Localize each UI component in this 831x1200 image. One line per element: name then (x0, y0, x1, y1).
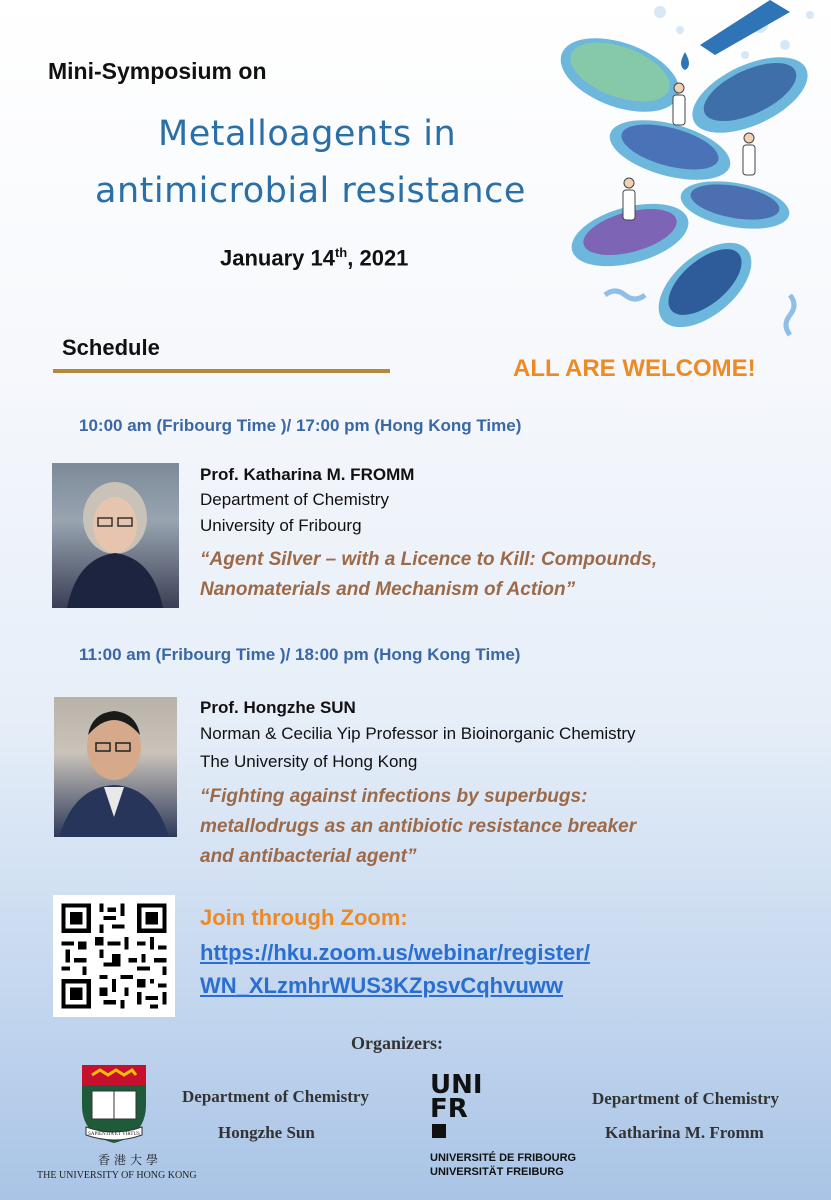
zoom-link-line-1[interactable]: https://hku.zoom.us/webinar/register/ (200, 940, 590, 965)
schedule-heading: Schedule (62, 335, 160, 360)
symposium-title-line-2: antimicrobial resistance (95, 171, 526, 211)
unifr-name: UNIVERSITÉ DE FRIBOURG UNIVERSITÄT FREIBURG (430, 1152, 577, 1178)
event-date: January 14th, 2021 (220, 245, 409, 271)
speaker-2-affiliation-1: Norman & Cecilia Yip Professor in Bioinorganic Chemistry (200, 724, 636, 743)
speaker-1-affiliation-1: Department of Chemistry (200, 490, 389, 509)
hku-name-chinese: 香港大學 (98, 1153, 163, 1167)
hku-crest-logo (78, 1063, 150, 1145)
talk-2-title-line-1: “Fighting against infections by superbugs: (200, 786, 588, 807)
talk-1-title-line-2: Nanomaterials and Mechanism of Action” (200, 579, 576, 600)
pre-title: Mini-Symposium on (48, 58, 267, 84)
talk-2-title-line-2: metallodrugs as an antibiotic resistance breaker (200, 816, 637, 837)
zoom-link-line-2[interactable]: WN_XLzmhrWUS3KZpsvCqhvuww (200, 973, 564, 998)
speaker-1-affiliation-2: University of Fribourg (200, 516, 362, 535)
speaker-2-affiliation-2: The University of Hong Kong (200, 752, 418, 771)
talk-2-time: 11:00 am (Fribourg Time )/ 18:00 pm (Hong Kong Time) (79, 645, 521, 664)
symposium-title-line-1: Metalloagents in (158, 114, 457, 154)
organizers-heading: Organizers: (351, 1033, 443, 1053)
hku-organizer: Hongzhe Sun (218, 1123, 315, 1142)
schedule-underline (53, 369, 390, 373)
unifr-organizer: Katharina M. Fromm (605, 1123, 764, 1142)
speaker-2-name: Prof. Hongzhe SUN (200, 698, 356, 717)
hku-department: Department of Chemistry (182, 1087, 369, 1106)
petri-dish-illustration (555, 0, 831, 340)
zoom-heading: Join through Zoom: (200, 905, 408, 930)
talk-1-time: 10:00 am (Fribourg Time )/ 17:00 pm (Hong Kong Time) (79, 416, 522, 435)
talk-2-title-line-3: and antibacterial agent” (200, 846, 417, 867)
speaker-photo-fromm (52, 463, 179, 608)
hku-name-english: THE UNIVERSITY OF HONG KONG (37, 1170, 197, 1181)
zoom-qr-code[interactable] (53, 895, 175, 1017)
talk-1-title-line-1: “Agent Silver – with a Licence to Kill: Compounds, (200, 549, 658, 570)
speaker-photo-sun (54, 697, 177, 837)
welcome-banner: ALL ARE WELCOME! (513, 355, 756, 382)
unifr-department: Department of Chemistry (592, 1089, 779, 1108)
unifr-logo: UNI FR (430, 1070, 483, 1124)
unifr-logo-square (432, 1124, 446, 1138)
hku-motto: SAPIENTIA ET VIRTUS (88, 1132, 140, 1137)
speaker-1-name: Prof. Katharina M. FROMM (200, 465, 415, 484)
